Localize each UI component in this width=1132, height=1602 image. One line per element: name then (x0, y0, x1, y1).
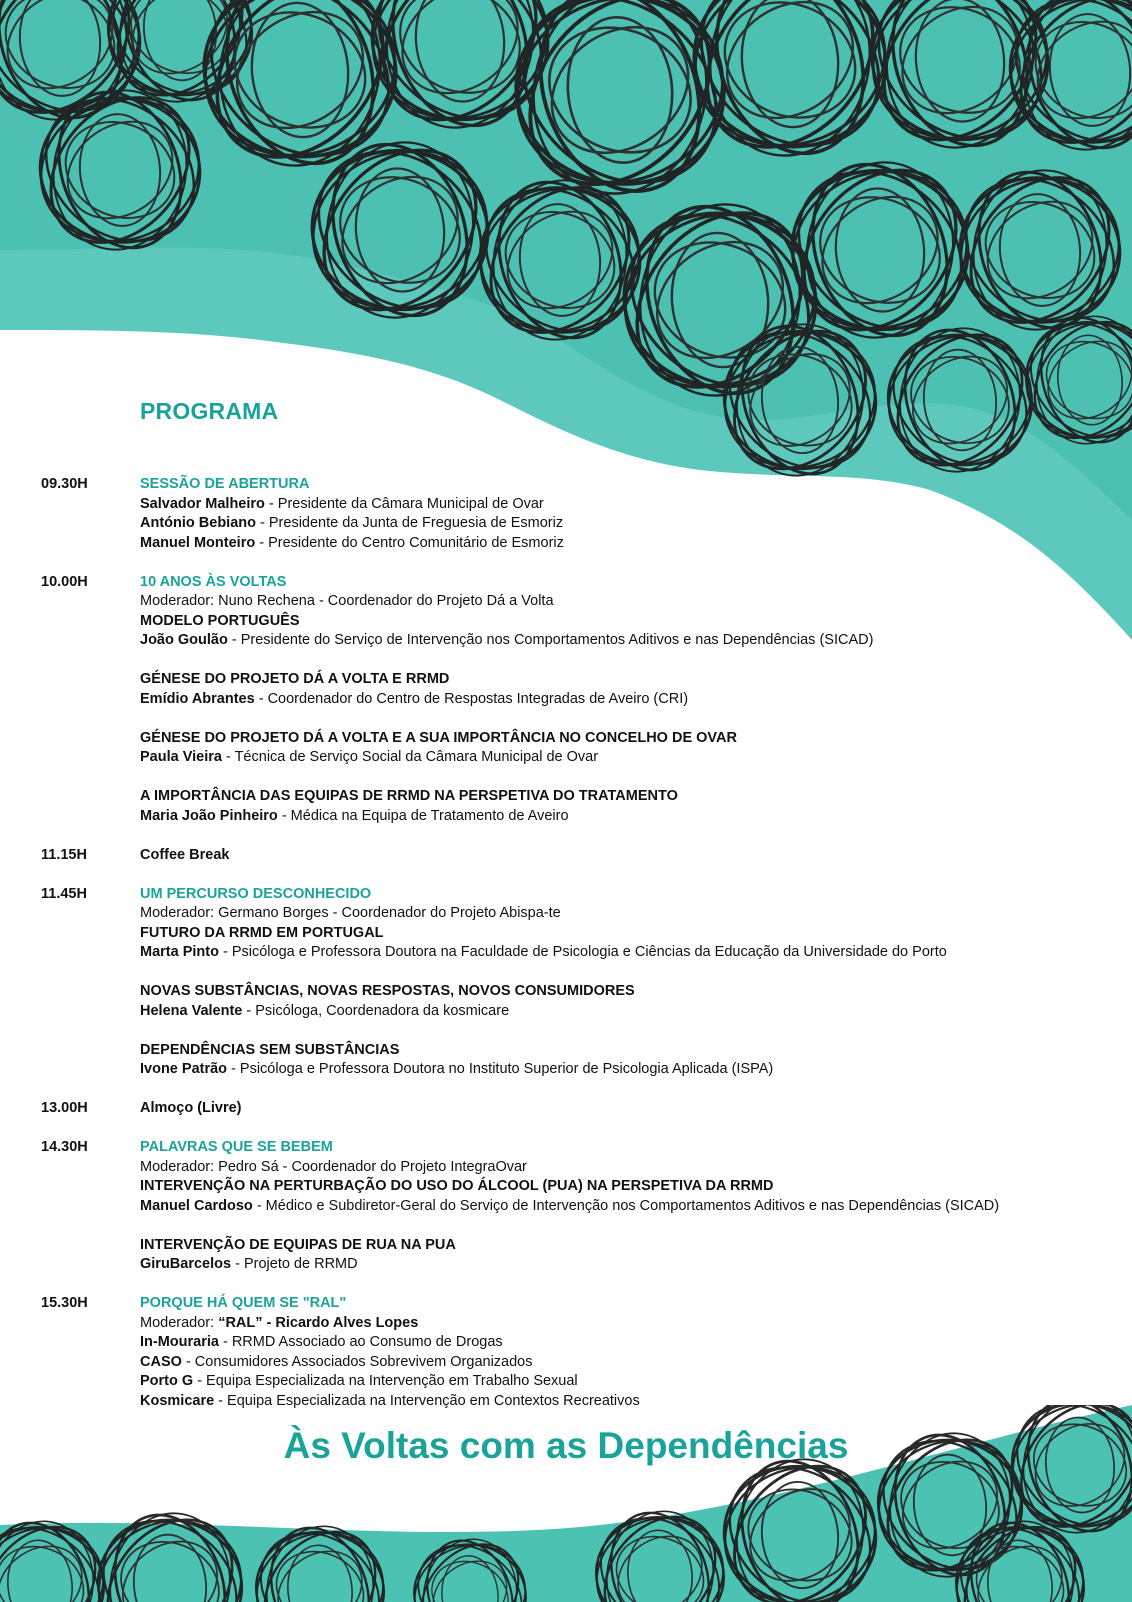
speaker-role: - Técnica de Serviço Social da Câmara Municipal de Ovar (221, 749, 599, 765)
slot-time: 09.30H (41, 476, 88, 492)
speaker-role: - Médico e Subdiretor-Geral do Serviço de Intervenção nos Comportamentos Aditivos e nas Dependências (SICAD) (252, 1197, 1000, 1214)
slot-time: 10.00H (41, 573, 88, 590)
speaker-name: Salvador Malheiro (140, 495, 265, 512)
speaker-name: Paula Vieira (140, 749, 222, 765)
speaker-line (140, 943, 1100, 963)
speaker-role: - RRMD Associado ao Consumo de Drogas (218, 1334, 503, 1350)
slot-time: 11.15H (41, 846, 87, 863)
speaker-name: Manuel Monteiro (140, 534, 256, 551)
speaker-role: - Coordenador do Centro de Respostas Integradas de Aveiro (CRI) (254, 690, 689, 707)
topic-title: A IMPORTÂNCIA DAS EQUIPAS DE RRMD NA PERSPETIVA DO TRATAMENTO (140, 788, 678, 804)
speaker-line (140, 1002, 1100, 1022)
speaker-name: Maria João Pinheiro (140, 807, 278, 824)
slot-content (140, 885, 1100, 1080)
speaker-role: - Médica na Equipa de Tratamento de Aveiro (277, 807, 569, 824)
bottom-swirl-artwork (0, 1405, 1132, 1602)
topic-title: INTERVENÇÃO NA PERTURBAÇÃO DO USO DO ÁLCOOL (PUA) NA PERSPETIVA DA RRMD (140, 1178, 774, 1194)
slot-content (140, 475, 1100, 553)
session-title: PORQUE HÁ QUEM SE "RAL" (140, 1295, 347, 1311)
speaker-line (140, 495, 1100, 515)
speaker-role: - Consumidores Associados Sobrevivem Organizados (181, 1353, 533, 1370)
topic-title: GÉNESE DO PROJETO DÁ A VOLTA E RRMD (140, 671, 450, 687)
topic-title: Almoço (Livre) (140, 1100, 242, 1116)
topic-title: Coffee Break (140, 846, 230, 863)
schedule-slot (0, 846, 1132, 866)
speaker-name: CASO (140, 1353, 182, 1370)
schedule-slot (0, 475, 1132, 553)
speaker-name: Porto G (140, 1373, 194, 1389)
speaker-line (140, 748, 1100, 768)
speaker-line (140, 690, 1100, 710)
speaker-name: Kosmicare (140, 1392, 215, 1409)
speaker-role: - Psicóloga e Professora Doutora no Instituto Superior de Psicologia Aplicada (ISPA) (227, 1061, 774, 1077)
topic-title: FUTURO DA RRMD EM PORTUGAL (140, 924, 384, 941)
session-title: SESSÃO DE ABERTURA (140, 476, 310, 492)
slot-content (140, 573, 1100, 827)
slot-content (140, 1294, 1100, 1411)
topic-title: NOVAS SUBSTÂNCIAS, NOVAS RESPOSTAS, NOVOS CONSUMIDORES (140, 983, 635, 999)
session-title: 10 ANOS ÀS VOLTAS (140, 573, 287, 590)
speaker-name: Helena Valente (140, 1002, 243, 1019)
speaker-role: - Equipa Especializada na Intervenção em Contextos Recreativos (214, 1392, 640, 1409)
speaker-name: Emídio Abrantes (140, 690, 255, 707)
speaker-name: Marta Pinto (140, 944, 219, 960)
speaker-role: - Psicóloga e Professora Doutora na Faculdade de Psicologia e Ciências da Educação da Universidade do Porto (218, 944, 947, 960)
slot-content (140, 1138, 1100, 1275)
schedule-slot (0, 885, 1132, 1080)
topic-title: INTERVENÇÃO DE EQUIPAS DE RUA NA PUA (140, 1236, 456, 1253)
speaker-name: GiruBarcelos (140, 1256, 232, 1272)
schedule-slot (0, 1138, 1132, 1275)
speaker-line (140, 1060, 1100, 1080)
schedule-slot (0, 1294, 1132, 1411)
speaker-name: Ivone Patrão (140, 1061, 228, 1077)
speaker-name: In-Mouraria (140, 1334, 219, 1350)
schedule-slot (0, 573, 1132, 827)
speaker-role: - Presidente do Centro Comunitário de Esmoriz (255, 534, 564, 551)
slot-time: 15.30H (41, 1295, 88, 1311)
slot-content (140, 1099, 1100, 1119)
moderator-prefix: Moderador: (140, 1314, 219, 1331)
speaker-role: - Projeto de RRMD (231, 1256, 358, 1272)
speaker-role: - Psicóloga, Coordenadora da kosmicare (242, 1002, 510, 1019)
session-title: PALAVRAS QUE SE BEBEM (140, 1139, 333, 1155)
speaker-name: Manuel Cardoso (140, 1197, 253, 1214)
moderator-line: Moderador: Germano Borges - Coordenador do Projeto Abispa-te (140, 905, 561, 921)
speaker-line (140, 1255, 1100, 1275)
session-title: UM PERCURSO DESCONHECIDO (140, 885, 372, 902)
speaker-line (140, 534, 1100, 554)
slot-time: 13.00H (41, 1100, 88, 1116)
event-tagline: Às Voltas com as Dependências (283, 1425, 849, 1466)
topic-title: MODELO PORTUGUÊS (140, 612, 300, 629)
schedule-slot (0, 1099, 1132, 1119)
moderator-name: “RAL” - Ricardo Alves Lopes (218, 1314, 419, 1331)
speaker-role: - Presidente da Junta de Freguesia de Esmoriz (256, 515, 564, 531)
slot-content (140, 846, 1100, 866)
speaker-role: - Equipa Especializada na Intervenção em Trabalho Sexual (193, 1373, 578, 1389)
speaker-line (140, 631, 1100, 651)
speaker-name: António Bebiano (140, 515, 256, 531)
moderator-line (140, 1314, 1100, 1334)
program-schedule (0, 475, 1132, 1431)
speaker-line (140, 1353, 1100, 1373)
speaker-line (140, 1333, 1100, 1353)
moderator-line: Moderador: Nuno Rechena - Coordenador do Projeto Dá a Volta (140, 593, 554, 609)
topic-title: DEPENDÊNCIAS SEM SUBSTÂNCIAS (140, 1041, 400, 1058)
moderator-line: Moderador: Pedro Sá - Coordenador do Projeto IntegraOvar (140, 1158, 527, 1175)
topic-title: GÉNESE DO PROJETO DÁ A VOLTA E A SUA IMPORTÂNCIA NO CONCELHO DE OVAR (140, 729, 737, 746)
speaker-line (140, 1197, 1100, 1217)
speaker-line (140, 514, 1100, 534)
speaker-role: - Presidente do Serviço de Intervenção nos Comportamentos Aditivos e nas Dependências (SICAD) (227, 632, 874, 648)
speaker-line (140, 1372, 1100, 1392)
speaker-name: João Goulão (140, 632, 228, 648)
slot-time: 14.30H (41, 1139, 88, 1155)
speaker-line (140, 807, 1100, 827)
page-title: PROGRAMA (140, 398, 279, 424)
slot-time: 11.45H (41, 885, 87, 902)
speaker-role: - Presidente da Câmara Municipal de Ovar (264, 495, 544, 512)
